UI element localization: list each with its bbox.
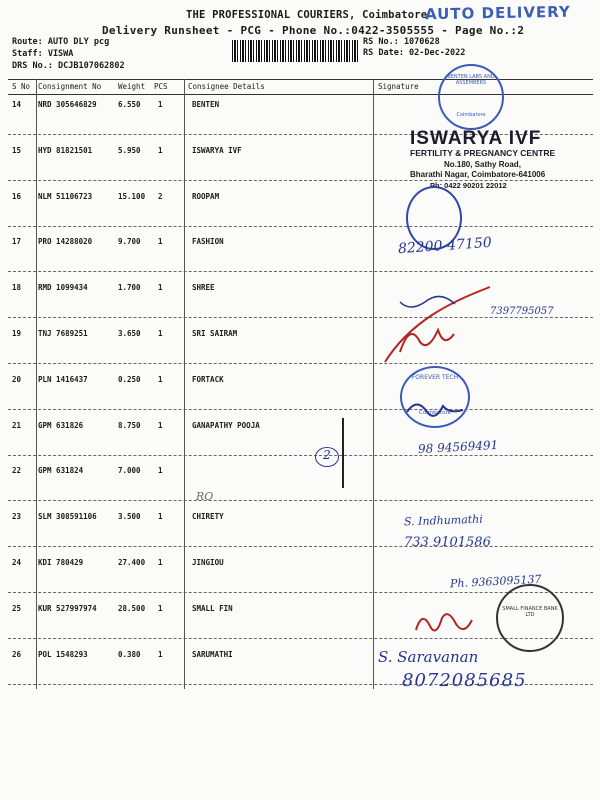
row-consignment-no: PRO 14288020 <box>38 237 93 246</box>
row-separator <box>8 271 593 272</box>
auto-delivery-stamp: AUTO DELIVERY <box>424 2 571 24</box>
handwritten-phone: 98 94569491 <box>417 437 499 457</box>
row-sno: 17 <box>12 237 22 246</box>
row-consignment-no: KUR 527997974 <box>38 604 97 613</box>
row-sno: 25 <box>12 604 22 613</box>
row-consignment-no: PLN 1416437 <box>38 375 88 384</box>
red-signature <box>380 282 520 372</box>
row-consignee: JINGIOU <box>192 558 224 567</box>
row-consignment-no: POL 1548293 <box>38 650 88 659</box>
row-weight: 28.500 <box>118 604 146 613</box>
col-signature: Signature <box>378 82 419 91</box>
row-consignment-no: KDI 780429 <box>38 558 84 567</box>
seal-text: BENTEN LABS AND ASSEMBERS <box>447 74 495 86</box>
seal-text: SMALL FINANCE BANK LTD <box>502 606 558 618</box>
row-consignment-no: NLM 51106723 <box>38 192 93 201</box>
row-consignment-no: SLM 308591106 <box>38 512 97 521</box>
drs-number: DRS No.: DCJB107062802 <box>12 61 125 71</box>
row-pcs: 1 <box>158 283 163 292</box>
handwritten-name: S. Saravanan <box>378 648 479 666</box>
row-pcs: 1 <box>158 650 163 659</box>
row-consignee: FASHION <box>192 237 224 246</box>
row-weight: 0.380 <box>118 650 141 659</box>
staff-label: Staff: VISWA <box>12 49 74 59</box>
row-consignee: GANAPATHY POOJA <box>192 421 260 430</box>
row-consignment-no: RMD 1099434 <box>38 283 88 292</box>
row-consignment-no: GPM 631824 <box>38 466 84 475</box>
seal-city: Coimbatore <box>456 112 486 118</box>
row-pcs: 1 <box>158 375 163 384</box>
row-sno: 24 <box>12 558 22 567</box>
row-sno: 18 <box>12 283 22 292</box>
row-weight: 8.750 <box>118 421 141 430</box>
row-sno: 14 <box>12 100 22 109</box>
row-sno: 20 <box>12 375 22 384</box>
benten-seal-stamp <box>438 64 504 130</box>
row-separator <box>8 546 593 547</box>
table-header <box>8 79 593 95</box>
bank-seal-stamp <box>496 584 564 652</box>
red-signature <box>408 600 478 640</box>
row-consignee: CHIRETY <box>192 512 224 521</box>
row-sno: 23 <box>12 512 22 521</box>
handwritten-phone: 8072085685 <box>402 670 527 691</box>
handwritten-phone: 82200-47150 <box>397 234 493 258</box>
row-consignee: SARUMATHI <box>192 650 233 659</box>
company-title: THE PROFESSIONAL COURIERS, Coimbatore <box>186 9 428 21</box>
row-sno: 26 <box>12 650 22 659</box>
row-pcs: 1 <box>158 512 163 521</box>
row-pcs: 1 <box>158 237 163 246</box>
row-sno: 19 <box>12 329 22 338</box>
route-label: Route: AUTO DLY pcg <box>12 37 110 47</box>
row-sno: 15 <box>12 146 22 155</box>
row-consignee: FORTACK <box>192 375 224 384</box>
col-consignee: Consignee Details <box>188 82 265 91</box>
row-consignee: ROOPAM <box>192 192 220 201</box>
column-divider <box>36 79 37 689</box>
row-weight: 15.100 <box>118 192 146 201</box>
rs-number: RS No.: 1070628 <box>363 37 440 47</box>
iswarya-stamp-phone: Ph: 0422 90201 22012 <box>430 181 507 190</box>
row-consignee: BENTEN <box>192 100 220 109</box>
column-divider <box>373 79 374 689</box>
row-weight: 5.950 <box>118 146 141 155</box>
row-consignee: ISWARYA IVF <box>192 146 242 155</box>
blue-signature <box>402 392 472 422</box>
row-pcs: 1 <box>158 466 163 475</box>
col-consignment: Consignment No <box>38 82 102 91</box>
row-weight: 6.550 <box>118 100 141 109</box>
row-pcs: 1 <box>158 604 163 613</box>
bracket-line <box>342 418 344 488</box>
row-weight: 27.400 <box>118 558 146 567</box>
row-weight: 3.500 <box>118 512 141 521</box>
seal-text: FOREVER TECH <box>411 374 459 381</box>
row-weight: 1.700 <box>118 283 141 292</box>
handwritten-name: S. Indhumathi <box>403 512 483 529</box>
circled-mark: 2 <box>315 447 339 467</box>
row-weight: 9.700 <box>118 237 141 246</box>
row-consignee: SHREE <box>192 283 215 292</box>
row-weight: 0.250 <box>118 375 141 384</box>
column-divider <box>184 79 185 689</box>
row-pcs: 1 <box>158 146 163 155</box>
handwritten-phone: Ph. 9363095137 <box>449 572 542 591</box>
seal-city: Coimbatore <box>419 410 451 416</box>
row-pcs: 1 <box>158 421 163 430</box>
handwritten-phone: 7397795057 <box>490 306 554 317</box>
col-pcs: PCS <box>154 82 168 91</box>
runsheet-title: Delivery Runsheet - PCG - Phone No.:0422-3505555 - Page No.:2 <box>102 24 525 37</box>
row-separator <box>8 455 593 456</box>
row-separator <box>8 500 593 501</box>
iswarya-stamp-title: ISWARYA IVF <box>410 128 542 149</box>
row-separator <box>8 409 593 410</box>
rs-date: RS Date: 02-Dec-2022 <box>363 48 466 58</box>
row-consignment-no: TNJ 7689251 <box>38 329 88 338</box>
iswarya-stamp-address: No.180, Sathy Road, <box>444 160 521 169</box>
col-sno: S No <box>12 82 31 91</box>
row-consignee: SRI SAIRAM <box>192 329 238 338</box>
iswarya-stamp-address: Bharathi Nagar, Coimbatore-641006 <box>410 170 546 179</box>
row-consignment-no: NRD 305646829 <box>38 100 97 109</box>
handwritten-phone: 733 9101586 <box>404 535 491 550</box>
row-consignment-no: GPM 631826 <box>38 421 84 430</box>
row-pcs: 1 <box>158 100 163 109</box>
row-weight: 3.650 <box>118 329 141 338</box>
row-consignment-no: HYD 81821501 <box>38 146 93 155</box>
col-weight: Weight <box>118 82 146 91</box>
row-weight: 7.000 <box>118 466 141 475</box>
row-separator <box>8 226 593 227</box>
row-pcs: 1 <box>158 558 163 567</box>
pencil-mark: RO <box>196 490 214 503</box>
row-sno: 21 <box>12 421 22 430</box>
row-sno: 22 <box>12 466 22 475</box>
row-consignee: SMALL FIN <box>192 604 233 613</box>
row-pcs: 1 <box>158 329 163 338</box>
row-sno: 16 <box>12 192 22 201</box>
row-pcs: 2 <box>158 192 163 201</box>
iswarya-stamp-subtitle: FERTILITY & PREGNANCY CENTRE <box>410 148 556 158</box>
barcode-image <box>232 40 360 62</box>
